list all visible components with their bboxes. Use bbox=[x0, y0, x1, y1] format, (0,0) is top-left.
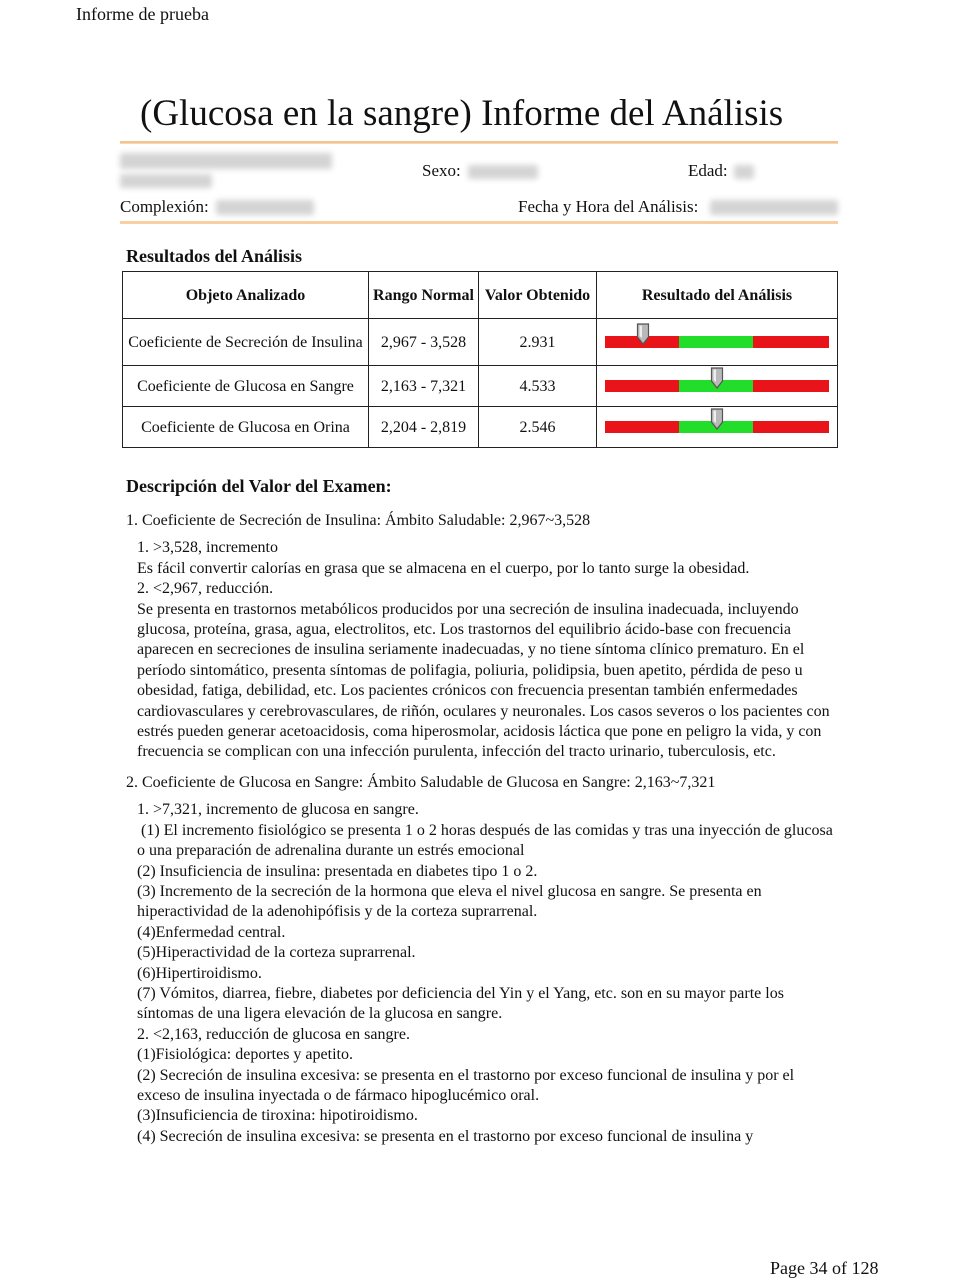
bar-segment-low bbox=[605, 380, 679, 392]
section-2b-title: 2. <2,163, reducción de glucosa en sangre. bbox=[137, 1025, 410, 1043]
column-header: Objeto Analizado bbox=[123, 272, 369, 319]
redacted-datetime bbox=[710, 200, 838, 215]
section-2-decrease bbox=[137, 1025, 838, 1147]
running-head: Informe de prueba bbox=[76, 4, 209, 24]
section-1-increase bbox=[137, 538, 838, 579]
list-item: (3) Incremento de la secreción de la hormona que eleva el nivel glucosa en sangre. Se presenta en hiperactividad de la adenohipófisis y de la corteza suprarrenal. bbox=[137, 882, 762, 921]
value-cell: 2.546 bbox=[479, 407, 597, 448]
result-bar bbox=[605, 421, 829, 433]
result-cell bbox=[597, 366, 838, 407]
redacted-build bbox=[216, 200, 314, 215]
marker-icon bbox=[636, 323, 650, 345]
list-item: (1)Fisiológica: deportes y apetito. bbox=[137, 1046, 353, 1064]
marker-icon bbox=[710, 367, 724, 389]
table-header-row bbox=[123, 272, 838, 319]
title-rule bbox=[120, 141, 838, 144]
header-rule bbox=[120, 221, 838, 224]
results-heading: Resultados del Análisis bbox=[126, 246, 303, 266]
section-1a-text: Es fácil convertir calorías en grasa que se almacena en el cuerpo, por lo tanto surge la obesidad. bbox=[137, 559, 750, 577]
list-item: (2) Secreción de insulina excesiva: se presenta en el trastorno por exceso funcional de insulina y por el exceso de insulina inyectada o de fármaco hipoglucémico oral. bbox=[137, 1066, 795, 1104]
range-cell: 2,967 - 3,528 bbox=[369, 319, 479, 366]
redacted-sex bbox=[468, 165, 538, 179]
description-body bbox=[126, 511, 838, 1147]
redacted-name-2 bbox=[120, 174, 212, 188]
result-bar bbox=[605, 380, 829, 392]
item-cell: Coeficiente de Secreción de Insulina bbox=[123, 319, 369, 366]
table-row bbox=[123, 366, 838, 407]
range-cell: 2,163 - 7,321 bbox=[369, 366, 479, 407]
result-cell bbox=[597, 407, 838, 448]
list-item: (3)Insuficiencia de tiroxina: hipotiroidismo. bbox=[137, 1107, 418, 1125]
bar-segment-high bbox=[753, 421, 829, 433]
list-item: (2) Insuficiencia de insulina: presentada en diabetes tipo 1 o 2. bbox=[137, 862, 538, 880]
value-cell: 2.931 bbox=[479, 319, 597, 366]
table-row bbox=[123, 319, 838, 366]
list-item: (4) Secreción de insulina excesiva: se presenta en el trastorno por exceso funcional de insulina y bbox=[137, 1127, 754, 1145]
list-item: (6)Hipertiroidismo. bbox=[137, 964, 262, 982]
list-item: (5)Hiperactividad de la corteza suprarrenal. bbox=[137, 944, 416, 962]
section-1b-title: 2. <2,967, reducción. bbox=[137, 580, 274, 598]
bar-segment-high bbox=[753, 380, 829, 392]
description-heading: Descripción del Valor del Examen: bbox=[126, 476, 392, 496]
item-cell: Coeficiente de Glucosa en Orina bbox=[123, 407, 369, 448]
result-bar bbox=[605, 336, 829, 348]
redacted-name bbox=[120, 153, 332, 169]
datetime-label: Fecha y Hora del Análisis: bbox=[518, 197, 699, 216]
range-cell: 2,204 - 2,819 bbox=[369, 407, 479, 448]
section-1-title: 1. Coeficiente de Secreción de Insulina: Ámbito Saludable: 2,967~3,528 bbox=[126, 512, 591, 529]
list-item: (4)Enfermedad central. bbox=[137, 923, 286, 941]
result-cell bbox=[597, 319, 838, 366]
sex-label: Sexo: bbox=[422, 161, 461, 180]
item-cell: Coeficiente de Glucosa en Sangre bbox=[123, 366, 369, 407]
section-2a-title: 1. >7,321, incremento de glucosa en sangre. bbox=[137, 801, 419, 819]
column-header: Valor Obtenido bbox=[479, 272, 597, 319]
section-1b-text: Se presenta en trastornos metabólicos producidos por una secreción de insulina inadecuada, incluyendo glucosa, proteína, grasa, agua, electrolitos, etc. Los trastornos del equilibrio ácido-base con frecuencia aparecen en secreciones de insulina seriamente inadecuadas, y no tiene síntoma clínico prematuro. En el período sintomático, presenta síntomas de polifagia, poliuria, polidipsia, buen apetito, pérdida de peso u obesidad, fatiga, debilidad, etc. Los pacientes crónicos con frecuencia presentan también enfermedades cardiovasculares y cerebrovasculares, de riñón, oculares y neuronales. Los casos severos o los pacientes con estrés pueden generar acetoacidosis, coma hiperosmolar, acidosis láctica que pone en peligro la vida, y con frecuencia se complican con una infección purulenta, infección del tracto urinario, tuberculosis, etc. bbox=[137, 600, 830, 761]
bar-segment-normal bbox=[679, 336, 753, 348]
list-item: (1) El incremento fisiológico se presenta 1 o 2 horas después de las comidas y tras una inyección de glucosa o una preparación de adrenalina durante un estrés emocional bbox=[137, 821, 837, 860]
table-row bbox=[123, 407, 838, 448]
section-2-increase bbox=[137, 800, 838, 1024]
page-number: Page 34 of 128 bbox=[770, 1258, 879, 1278]
section-2-title: 2. Coeficiente de Glucosa en Sangre: Ámbito Saludable de Glucosa en Sangre: 2,163~7,321 bbox=[126, 773, 716, 791]
age-label: Edad: bbox=[688, 161, 728, 180]
value-cell: 4.533 bbox=[479, 366, 597, 407]
section-1a-title: 1. >3,528, incremento bbox=[137, 539, 278, 557]
section-1-decrease bbox=[137, 579, 838, 763]
report-title: (Glucosa en la sangre) Informe del Análisis bbox=[140, 93, 784, 134]
bar-segment-low bbox=[605, 421, 679, 433]
build-label: Complexión: bbox=[120, 197, 209, 216]
results-table bbox=[122, 271, 838, 448]
bar-segment-high bbox=[753, 336, 829, 348]
marker-icon bbox=[710, 408, 724, 430]
column-header: Rango Normal bbox=[369, 272, 479, 319]
redacted-age bbox=[734, 165, 754, 179]
list-item: (7) Vómitos, diarrea, fiebre, diabetes por deficiencia del Yin y el Yang, etc. son en su mayor parte los síntomas de una ligera elevación de la glucosa en sangre. bbox=[137, 984, 784, 1023]
column-header: Resultado del Análisis bbox=[597, 272, 838, 319]
